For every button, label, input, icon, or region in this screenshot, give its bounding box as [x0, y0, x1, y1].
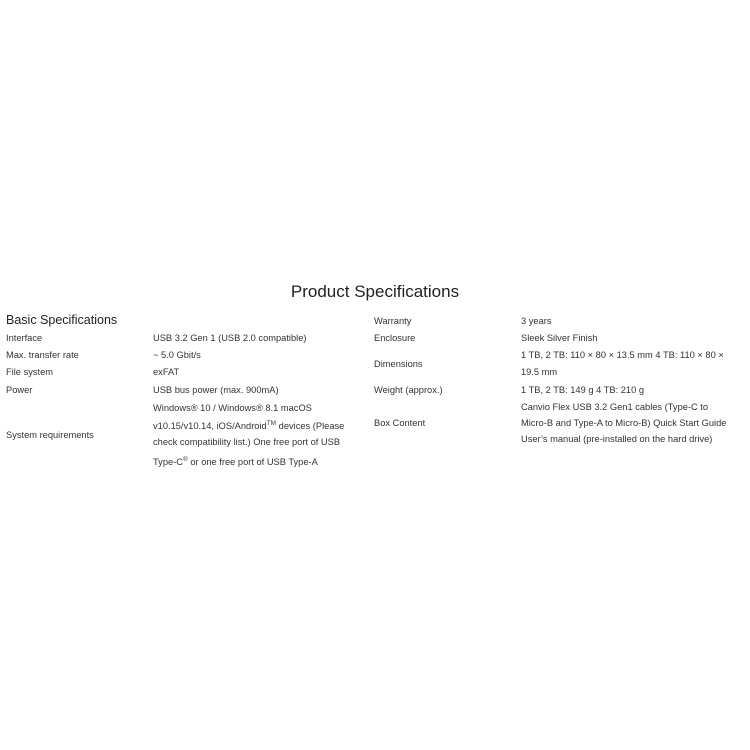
system-requirements-line-2: v10.15/v10.14, iOS/Android™ devices (Please [153, 419, 345, 431]
box-content-line-2: Micro-B and Type-A to Micro-B) Quick Start Guide [521, 418, 727, 428]
warranty-value: 3 years [521, 316, 552, 326]
transfer-rate-value: ~ 5.0 Gbit/s [153, 350, 201, 360]
section-heading: Basic Specifications [6, 313, 118, 327]
dimensions-line-1: 1 TB, 2 TB: 110 × 80 × 13.5 mm 4 TB: 110 × 80 × [521, 350, 724, 360]
page-title: Product Specifications [290, 282, 460, 301]
file-system-value: exFAT [153, 367, 180, 377]
weight-value: 1 TB, 2 TB: 149 g 4 TB: 210 g [521, 385, 645, 395]
system-requirements-line-3: check compatibility list.) One free port of USB [153, 437, 341, 447]
enclosure-label: Enclosure [374, 333, 416, 343]
file-system-label: File system [6, 367, 54, 377]
dimensions-line-2: 19.5 mm [521, 367, 558, 377]
registered-mark: ® [182, 455, 188, 463]
box-content-label: Box Content [374, 418, 426, 428]
system-requirements-line-1: Windows® 10 / Windows® 8.1 macOS [153, 403, 312, 413]
system-requirements-line-4: Type-C® or one free port of USB Type-A [153, 455, 318, 467]
enclosure-value: Sleek Silver Finish [521, 333, 598, 343]
box-content-line-1: Canvio Flex USB 3.2 Gen1 cables (Type-C to [521, 402, 709, 412]
transfer-rate-label: Max. transfer rate [6, 350, 79, 360]
dimensions-label: Dimensions [374, 359, 423, 369]
trademark-mark: TM [266, 419, 277, 427]
box-content-line-3: User’s manual (pre-installed on the hard drive) [521, 434, 713, 444]
warranty-label: Warranty [374, 316, 412, 326]
power-value: USB bus power (max. 900mA) [153, 385, 279, 395]
weight-label: Weight (approx.) [374, 385, 443, 395]
interface-label: Interface [6, 333, 43, 343]
system-requirements-label: System requirements [6, 430, 94, 440]
power-label: Power [6, 385, 33, 395]
interface-value: USB 3.2 Gen 1 (USB 2.0 compatible) [153, 333, 307, 343]
